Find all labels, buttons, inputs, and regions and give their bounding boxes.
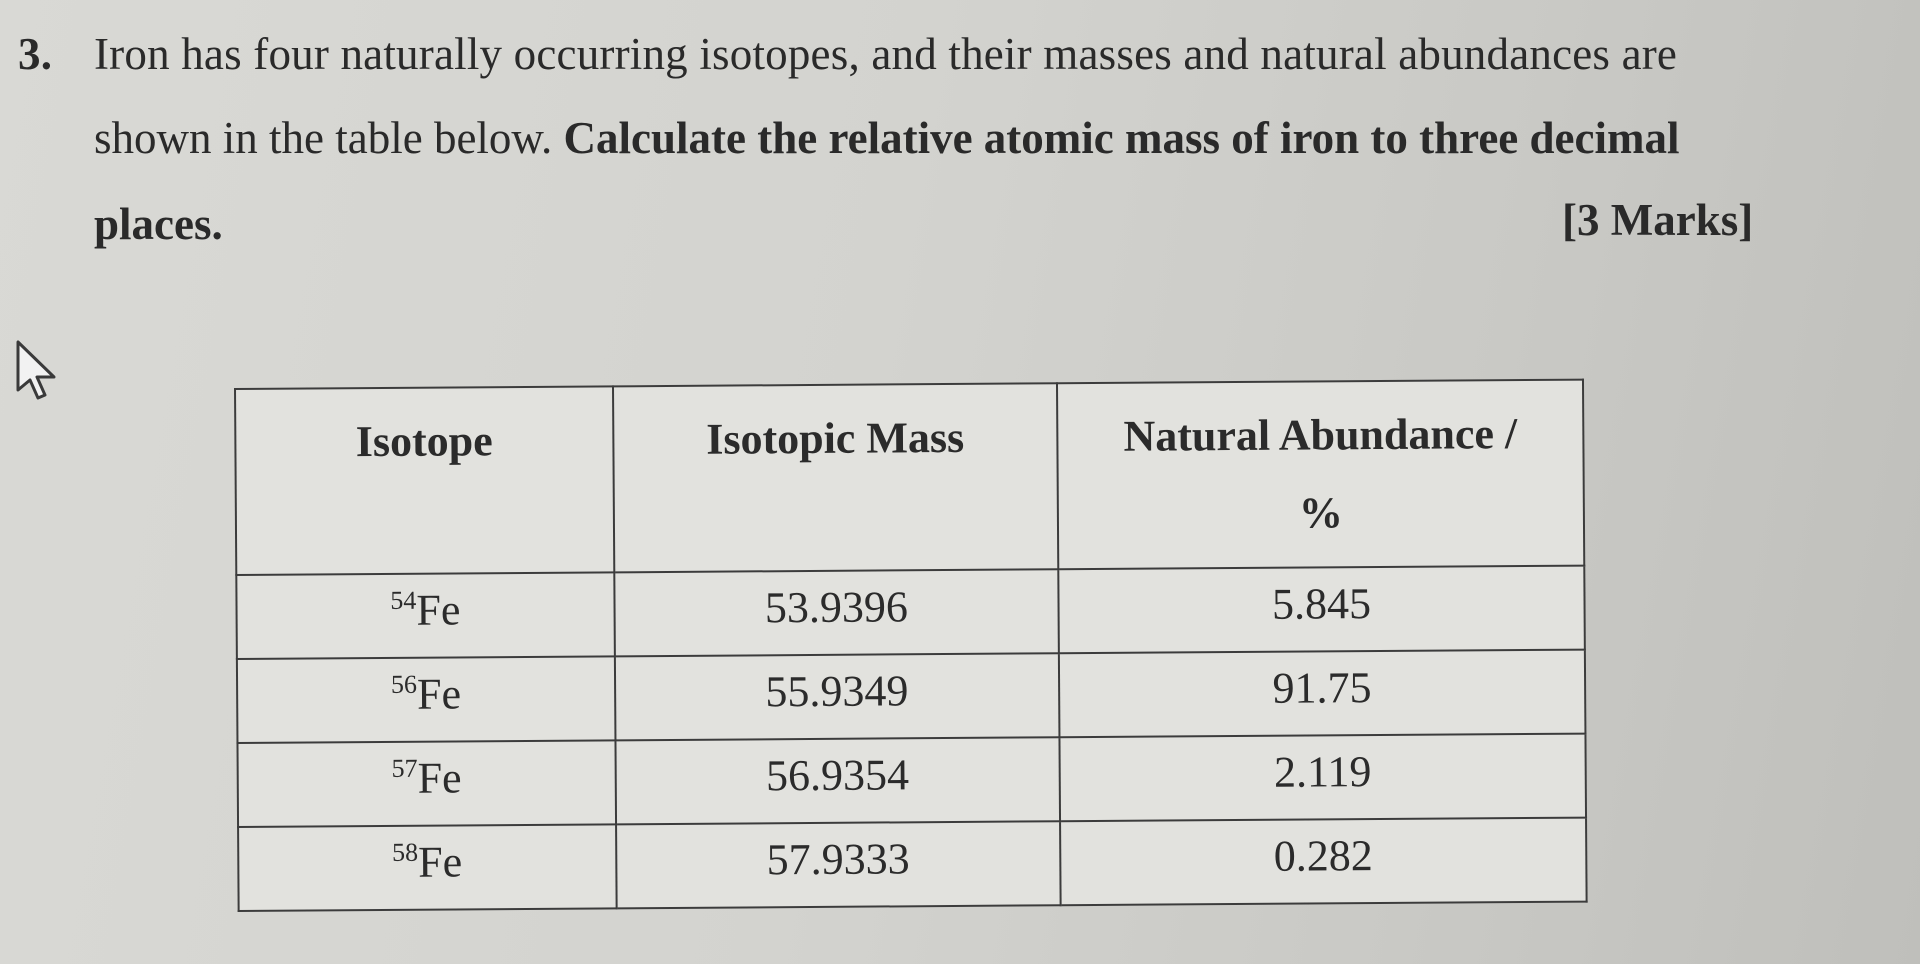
element-symbol: Fe — [417, 753, 462, 803]
table-header-row — [235, 380, 1584, 575]
mass-number: 54 — [390, 585, 417, 615]
question-text-2: shown in the table below. — [94, 113, 564, 163]
header-abundance-line-1: Natural Abundance / — [1123, 409, 1518, 461]
mass-number: 58 — [392, 837, 419, 867]
isotope-table — [234, 379, 1588, 912]
element-symbol: Fe — [416, 585, 461, 635]
mass-number: 57 — [391, 753, 418, 783]
question-line-2 — [94, 112, 1680, 164]
question-instruction: Calculate the relative atomic mass of iron to three decimal — [563, 113, 1680, 163]
header-natural-abundance — [1057, 380, 1584, 570]
mass-number: 56 — [390, 669, 418, 699]
mouse-pointer-icon — [14, 340, 64, 402]
marks-label: [3 Marks] — [1562, 195, 1754, 245]
mass-cell: 57.9333 — [616, 821, 1061, 908]
header-abundance-line-2: % — [1298, 488, 1344, 538]
table-row — [236, 566, 1585, 659]
abundance-cell: 5.845 — [1058, 566, 1585, 654]
abundance-cell: 91.75 — [1059, 650, 1586, 738]
mass-cell: 56.9354 — [615, 737, 1060, 824]
element-symbol: Fe — [416, 669, 462, 719]
mass-cell: 55.9349 — [615, 653, 1060, 740]
isotope-cell — [237, 656, 615, 743]
abundance-cell: 2.119 — [1059, 734, 1586, 822]
mass-cell: 53.9396 — [614, 569, 1059, 656]
question-text-1: Iron has four naturally occurring isotopes, and their masses and natural abundances are — [94, 29, 1678, 79]
question-number: 3. — [18, 29, 53, 79]
element-symbol: Fe — [418, 837, 463, 887]
isotope-cell — [236, 572, 614, 659]
isotope-cell — [238, 824, 616, 911]
header-isotope: Isotope — [235, 386, 614, 575]
table-row — [237, 734, 1586, 827]
isotope-cell — [237, 740, 615, 827]
table-row — [237, 650, 1586, 743]
question-line-1 — [18, 28, 1677, 80]
table-row — [238, 818, 1587, 911]
header-isotopic-mass: Isotopic Mass — [613, 383, 1058, 572]
question-line-3: places. — [94, 199, 223, 249]
abundance-cell: 0.282 — [1060, 818, 1587, 906]
